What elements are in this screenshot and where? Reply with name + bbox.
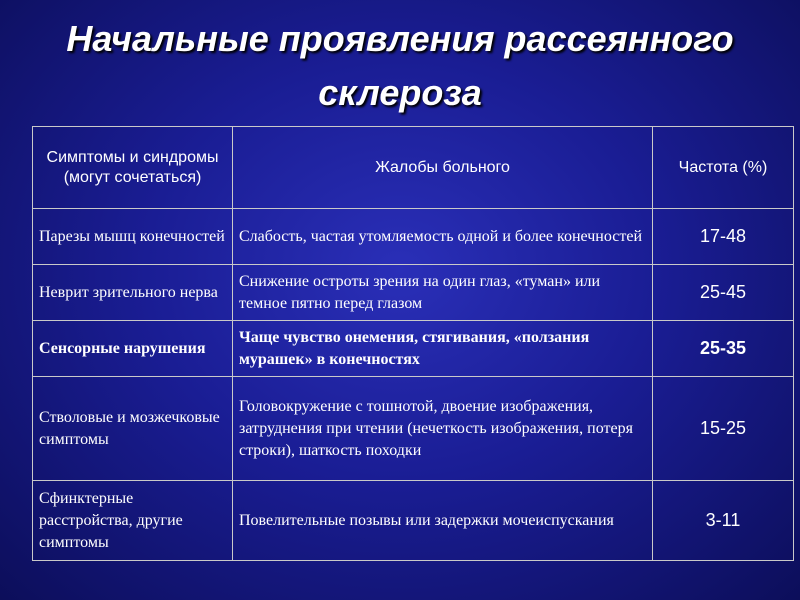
symptoms-table bbox=[32, 126, 794, 561]
complaint-cell: Слабость, частая утомляемость одной и более конечностей bbox=[233, 209, 653, 265]
complaint-cell: Головокружение с тошнотой, двоение изображения, затруднения при чтении (нечеткость изображения, потеря строки), шаткость походки bbox=[233, 377, 653, 481]
symptom-cell: Неврит зрительного нерва bbox=[33, 265, 233, 321]
frequency-cell: 3-11 bbox=[653, 481, 794, 561]
table-row bbox=[33, 377, 794, 481]
symptom-cell: Сенсорные нарушения bbox=[33, 321, 233, 377]
table-header-row bbox=[33, 127, 794, 209]
table-row bbox=[33, 321, 794, 377]
frequency-cell: 25-35 bbox=[653, 321, 794, 377]
title-line-1: Начальные проявления рассеянного bbox=[66, 18, 734, 59]
header-frequency: Частота (%) bbox=[653, 127, 794, 209]
slide-title bbox=[0, 12, 800, 120]
frequency-cell: 17-48 bbox=[653, 209, 794, 265]
header-complaints: Жалобы больного bbox=[233, 127, 653, 209]
complaint-cell: Повелительные позывы или задержки мочеиспускания bbox=[233, 481, 653, 561]
table-row bbox=[33, 265, 794, 321]
title-line-2: склероза bbox=[318, 72, 482, 113]
frequency-cell: 25-45 bbox=[653, 265, 794, 321]
header-symptoms: Симптомы и синдромы (могут сочетаться) bbox=[33, 127, 233, 209]
symptom-cell: Парезы мышц конечностей bbox=[33, 209, 233, 265]
table-row bbox=[33, 209, 794, 265]
complaint-cell: Снижение остроты зрения на один глаз, «туман» или темное пятно перед глазом bbox=[233, 265, 653, 321]
table-row bbox=[33, 481, 794, 561]
complaint-cell: Чаще чувство онемения, стягивания, «ползания мурашек» в конечностях bbox=[233, 321, 653, 377]
symptom-cell: Сфинктерные расстройства, другие симптомы bbox=[33, 481, 233, 561]
frequency-cell: 15-25 bbox=[653, 377, 794, 481]
symptom-cell: Стволовые и мозжечковые симптомы bbox=[33, 377, 233, 481]
